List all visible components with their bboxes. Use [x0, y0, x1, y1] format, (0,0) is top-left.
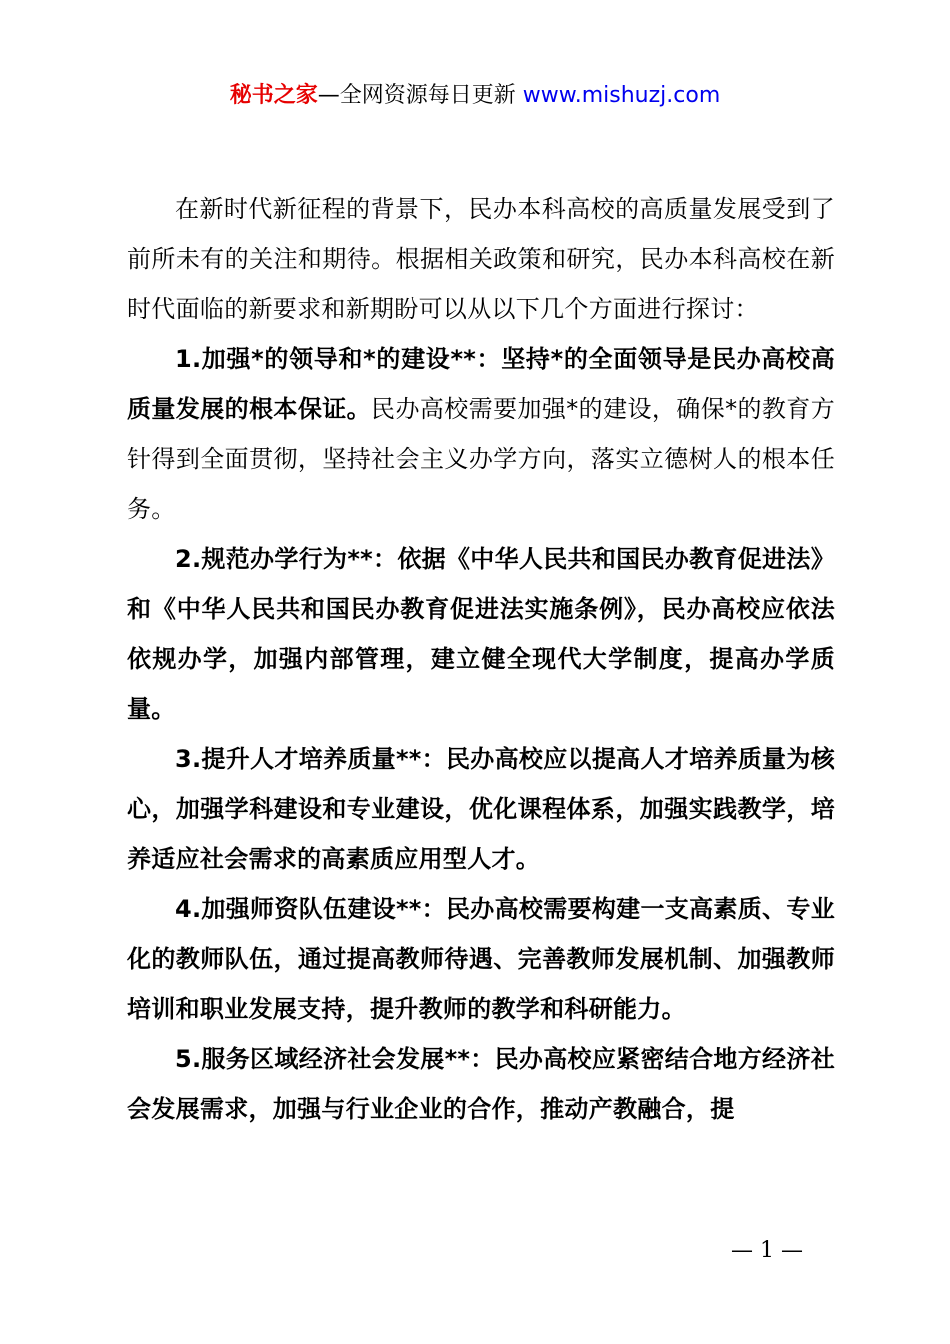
- paragraph-intro-text: 在新时代新征程的背景下，民办本科高校的高质量发展受到了前所未有的关注和期待。根据相关政策和研究，民办本科高校在新时代面临的新要求和新期盼可以从以下几个方面进行探讨：: [127, 195, 835, 323]
- paragraph-point-5: [127, 1034, 835, 1134]
- site-header: [0, 80, 950, 112]
- document-body: [127, 184, 835, 1134]
- point-4-heading: 4.加强师资队伍建设**：民办高校需要构建一支高素质、专业化的教师队伍，通过提高教师待遇、完善教师发展机制、加强教师培训和职业发展支持，提升教师的教学和科研能力。: [127, 895, 835, 1023]
- paragraph-point-4: [127, 884, 835, 1034]
- point-5-heading: 5.服务区域经济社会发展**：民办高校应紧密结合地方经济社会发展需求，加强与行业企业的合作，推动产教融合，提: [127, 1045, 835, 1123]
- point-2-heading: 2.规范办学行为**：依据《中华人民共和国民办教育促进法》和《中华人民共和国民办教育促进法实施条例》，民办高校应依法依规办学，加强内部管理，建立健全现代大学制度，提高办学质量。: [127, 545, 835, 723]
- page-number: — 1 —: [731, 1238, 803, 1263]
- paragraph-point-2: [127, 534, 835, 734]
- site-tagline: —全网资源每日更新: [317, 83, 516, 108]
- paragraph-intro: [127, 184, 835, 334]
- point-1-text: 民办高校需要加强*的建设，确保*的教育方针得到全面贯彻，坚持社会主义办学方向，落实立德树人的根本任务。: [127, 395, 836, 523]
- point-3-heading: 3.提升人才培养质量**：民办高校应以提高人才培养质量为核心，加强学科建设和专业建设，优化课程体系，加强实践教学，培养适应社会需求的高素质应用型人才。: [127, 745, 835, 873]
- point-1-heading: 1.加强*的领导和*的建设**：坚持*的全面领导是民办高校高质量发展的根本保证。: [127, 345, 835, 423]
- site-brand: 秘书之家: [229, 83, 318, 108]
- site-url-link[interactable]: www.mishuzj.com: [522, 83, 721, 108]
- paragraph-point-3: [127, 734, 835, 884]
- paragraph-point-1: [127, 334, 835, 534]
